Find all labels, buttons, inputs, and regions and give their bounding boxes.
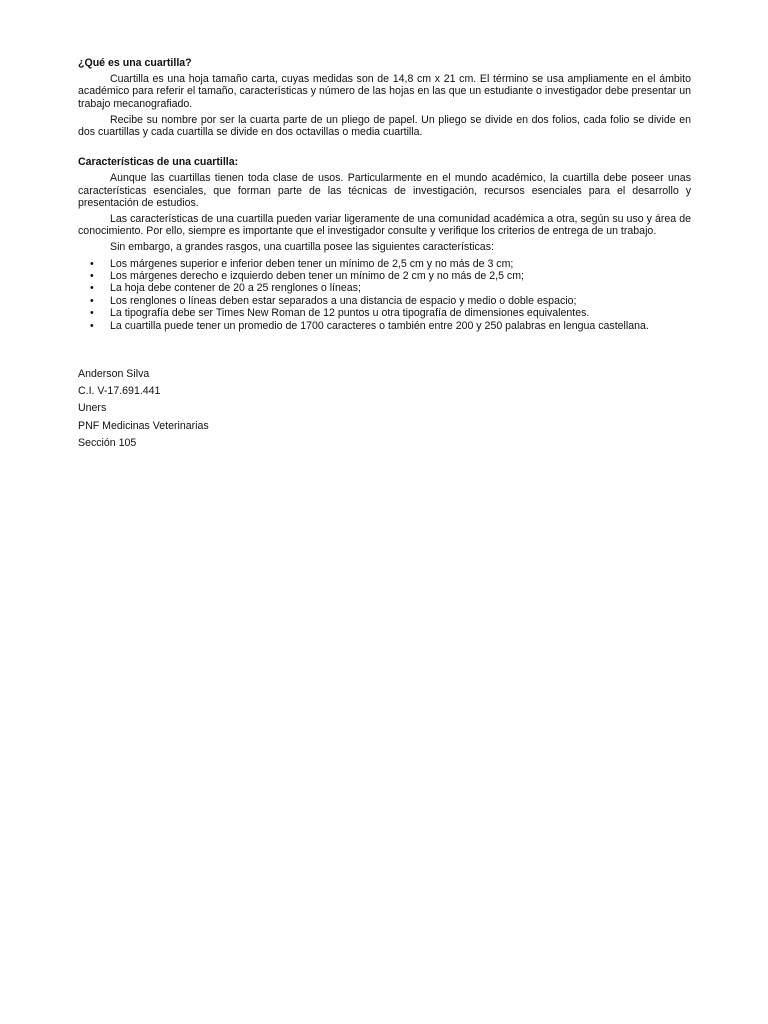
bullet-icon: • xyxy=(90,282,94,295)
author-program: PNF Medicinas Veterinarias xyxy=(78,419,209,432)
section-what-is xyxy=(78,57,691,138)
bullet-icon: • xyxy=(90,257,94,270)
list-item xyxy=(78,258,691,270)
bullet-icon: • xyxy=(90,270,94,283)
paragraph: Sin embargo, a grandes rasgos, una cuartilla posee las siguientes características: xyxy=(110,241,494,254)
list-item xyxy=(78,320,691,332)
bullet-icon: • xyxy=(90,294,94,307)
list-item xyxy=(78,282,691,294)
list-item-text: La hoja debe contener de 20 a 25 renglones o líneas; xyxy=(110,282,361,295)
author-id: C.I. V-17.691.441 xyxy=(78,385,161,398)
list-item xyxy=(78,295,691,307)
bullet-icon: • xyxy=(90,307,94,320)
signature-block xyxy=(78,368,691,449)
section-characteristics xyxy=(78,156,691,332)
paragraph: Cuartilla es una hoja tamaño carta, cuyas medidas son de 14,8 cm x 21 cm. El término se usa ampliamente en el ámbito académico para referir el tamaño, características y número de las hojas en las que un estudiante o investigador debe presentar un trabajo mecanografiado. xyxy=(78,73,691,110)
list-item xyxy=(78,270,691,282)
list-item-text: Los márgenes superior e inferior deben tener un mínimo de 2,5 cm y no más de 3 cm; xyxy=(110,257,514,270)
paragraph: Aunque las cuartillas tienen toda clase de usos. Particularmente en el mundo académico, la cuartilla debe poseer unas características esenciales, que forman parte de las técnicas de investigación, recursos esenciales para el desarrollo y presentación de estudios. xyxy=(78,172,691,209)
author-institution: Uners xyxy=(78,402,107,415)
list-item-text: Los renglones o líneas deben estar separados a una distancia de espacio y medio o doble espacio; xyxy=(110,294,577,307)
list-item-text: La tipografía debe ser Times New Roman de 12 puntos u otra tipografía de dimensiones equivalentes. xyxy=(110,307,590,320)
characteristics-list xyxy=(78,258,691,332)
list-item-text: Los márgenes derecho e izquierdo deben tener un mínimo de 2 cm y no más de 2,5 cm; xyxy=(110,270,524,283)
section-heading-what-is: ¿Qué es una cuartilla? xyxy=(78,57,192,69)
author-section: Sección 105 xyxy=(78,436,137,449)
list-item xyxy=(78,307,691,319)
bullet-icon: • xyxy=(90,319,94,332)
author-name: Anderson Silva xyxy=(78,368,150,381)
section-heading-characteristics: Características de una cuartilla: xyxy=(78,156,239,169)
document-page xyxy=(78,57,691,454)
list-item-text: La cuartilla puede tener un promedio de 1700 caracteres o también entre 200 y 250 palabras en lengua castellana. xyxy=(110,319,649,332)
paragraph: Las características de una cuartilla pueden variar ligeramente de una comunidad académica a otra, según su uso y área de conocimiento. Por ello, siempre es importante que el investigador consulte y verifique los criterios de entrega de un trabajo. xyxy=(78,213,691,238)
paragraph: Recibe su nombre por ser la cuarta parte de un pliego de papel. Un pliego se divide en dos folios, cada folio se divide en dos cuartillas y cada cuartilla se divide en dos octavillas o media cuartilla. xyxy=(78,113,691,139)
